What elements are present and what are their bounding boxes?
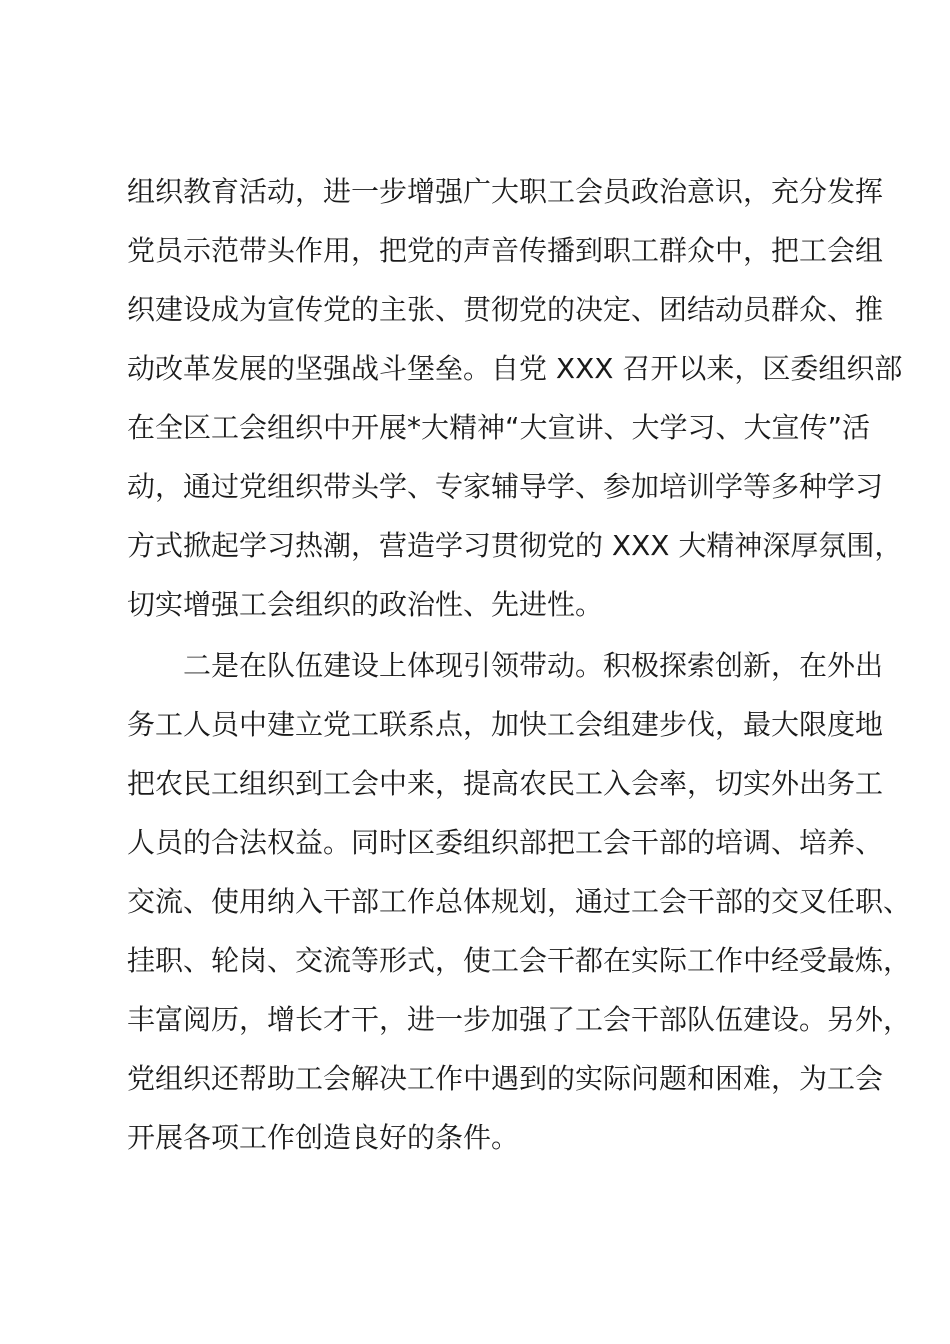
paragraph-line: 开展各项工作创造良好的条件。 (127, 1121, 520, 1154)
paragraph-line: 党组织还帮助工会解决工作中遇到的实际问题和困难，为工会 (127, 1062, 884, 1095)
paragraph-line: 务工人员中建立党工联系点，加快工会组建步伐，最大限度地 (127, 708, 884, 741)
paragraph-line: 动改革发展的坚强战斗堡垒。自党 XXX 召开以来，区委组织部 (127, 352, 903, 385)
paragraph-line: 党员示范带头作用，把党的声音传播到职工群众中，把工会组 (127, 234, 884, 267)
paragraph-line: 把农民工组织到工会中来，提高农民工入会率，切实外出务工 (127, 767, 884, 800)
paragraph-line: 切实增强工会组织的政治性、先进性。 (127, 588, 604, 621)
paragraph-line: 二是在队伍建设上体现引领带动。积极探索创新，在外出 (183, 649, 884, 682)
paragraph-line: 组织教育活动，进一步增强广大职工会员政治意识，充分发挥 (127, 175, 884, 208)
paragraph-line: 动，通过党组织带头学、专家辅导学、参加培训学等多种学习 (127, 470, 884, 503)
paragraph-2 (127, 636, 912, 1167)
paragraph-1 (127, 162, 903, 634)
paragraph-line: 挂职、轮岗、交流等形式，使工会干都在实际工作中经受最炼， (127, 944, 912, 977)
paragraph-line: 丰富阅历，增长才干，进一步加强了工会干部队伍建设。另外， (127, 1003, 912, 1036)
paragraph-line: 方式掀起学习热潮，营造学习贯彻党的 XXX 大精神深厚氛围， (127, 529, 903, 562)
paragraph-line: 交流、使用纳入干部工作总体规划，通过工会干部的交叉任职、 (127, 885, 912, 918)
paragraph-line: 织建设成为宣传党的主张、贯彻党的决定、团结动员群众、推 (127, 293, 884, 326)
paragraph-line: 在全区工会组织中开展*大精神“大宣讲、大学习、大宣传”活 (127, 411, 871, 444)
paragraph-line: 人员的合法权益。同时区委组织部把工会干部的培调、培养、 (127, 826, 884, 859)
